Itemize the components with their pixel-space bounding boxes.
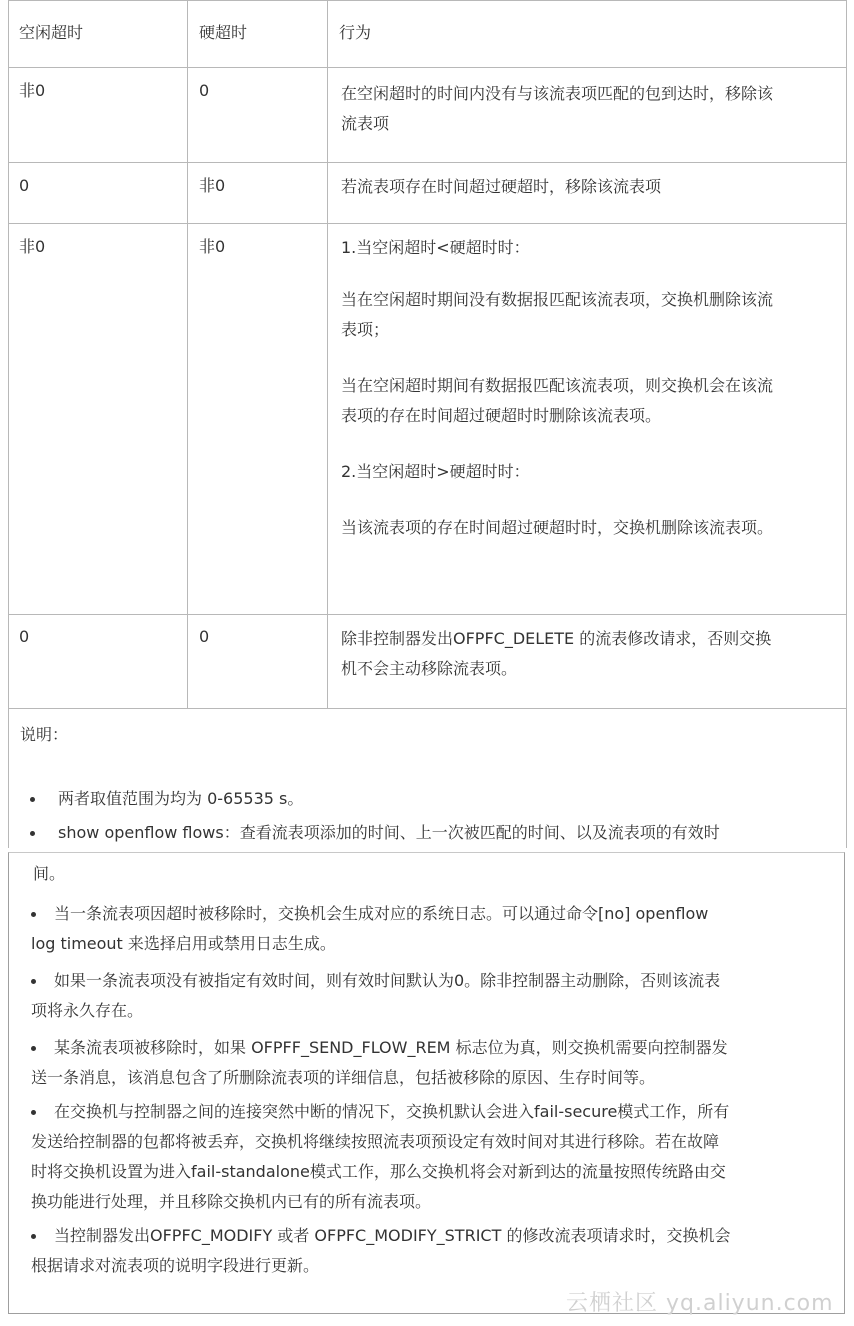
list-item: [31, 1097, 831, 1217]
behavior-line: 表项的存在时间超过硬超时时删除该流表项。: [341, 406, 662, 425]
header-hard-timeout: 硬超时: [199, 23, 248, 42]
table-row-3-idle: 非0: [19, 237, 46, 256]
notes-title: 说明：: [20, 725, 69, 744]
bullet-icon: [31, 912, 36, 917]
list-item: [31, 1033, 831, 1093]
behavior-line: 机不会主动移除流表项。: [341, 659, 518, 678]
list-item-text: 时将交换机设置为进入fail-standalone模式工作，那么交换机将会对新到达的流量按照传统路由交: [31, 1162, 726, 1181]
list-item-continuation: [33, 859, 833, 889]
table-row-2-hard: 非0: [199, 176, 226, 195]
list-item-text: 如果一条流表项没有被指定有效时间，则有效时间默认为0。除非控制器主动删除，否则该流表: [54, 971, 721, 990]
list-item-text: 当控制器发出OFPFC_MODIFY 或者 OFPFC_MODIFY_STRICT 的修改流表项请求时，交换机会: [54, 1226, 731, 1245]
bullet-icon: [30, 797, 35, 802]
notes-continued-box: [8, 852, 845, 1314]
behavior-line: 当该流表项的存在时间超过硬超时时，交换机删除该流表项。: [341, 518, 774, 537]
list-item-text: 发送给控制器的包都将被丢弃，交换机将继续按照流表项预设定有效时间对其进行移除。若在故障: [31, 1132, 720, 1151]
list-item: [31, 899, 831, 959]
behavior-line: 在空闲超时的时间内没有与该流表项匹配的包到达时，移除该: [341, 84, 774, 103]
bullet-icon: [31, 1110, 36, 1115]
behavior-line: 除非控制器发出OFPFC_DELETE 的流表修改请求，否则交换: [341, 629, 772, 648]
list-item-text: show openflow flows：查看流表项添加的时间、上一次被匹配的时间、以及流表项的有效时: [58, 823, 720, 842]
behavior-line: 表项；: [341, 320, 390, 339]
list-item: [31, 1221, 831, 1281]
behavior-line: 2.当空闲超时>硬超时时：: [341, 462, 530, 481]
table-row-3-hard: 非0: [199, 237, 226, 256]
behavior-line: 1.当空闲超时<硬超时时：: [341, 238, 530, 257]
list-item-text: 某条流表项被移除时，如果 OFPFF_SEND_FLOW_REM 标志位为真，则交换机需要向控制器发: [54, 1038, 728, 1057]
bullet-icon: [31, 1046, 36, 1051]
list-item-text: 根据请求对流表项的说明字段进行更新。: [31, 1256, 320, 1275]
behavior-line: 流表项: [341, 114, 390, 133]
table-row-4-behavior: [341, 624, 771, 684]
bullet-icon: [30, 831, 35, 836]
bullet-icon: [31, 979, 36, 984]
behavior-line: 若流表项存在时间超过硬超时，移除该流表项: [341, 177, 662, 196]
table-row-1-behavior: [341, 79, 773, 139]
watermark-text: 云栖社区 yq.aliyun.com: [566, 1291, 834, 1316]
table-row-4-idle: 0: [19, 627, 30, 646]
list-item-text: 两者取值范围为均为 0-65535 s。: [58, 789, 304, 808]
list-item-text: 项将永久存在。: [31, 1001, 144, 1020]
bullet-icon: [31, 1234, 36, 1239]
behavior-line: 当在空闲超时期间有数据报匹配该流表项，则交换机会在该流: [341, 376, 774, 395]
table-row-4-hard: 0: [199, 627, 210, 646]
list-item: [31, 966, 831, 1026]
table-row-3-behavior: [341, 233, 773, 543]
table-row-2-behavior: [341, 172, 661, 202]
table-row-1-idle: 非0: [19, 81, 46, 100]
timeout-table: [8, 0, 847, 848]
list-item-text: 送一条消息，该消息包含了所删除流表项的详细信息，包括被移除的原因、生存时间等。: [31, 1068, 656, 1087]
behavior-line: 当在空闲超时期间没有数据报匹配该流表项，交换机删除该流: [341, 290, 774, 309]
header-behavior: 行为: [339, 23, 372, 42]
list-item-text: 换功能进行处理，并且移除交换机内已有的所有流表项。: [31, 1192, 432, 1211]
table-row-1-hard: 0: [199, 81, 210, 100]
header-idle-timeout: 空闲超时: [19, 23, 84, 42]
list-item-text: log timeout 来选择启用或禁用日志生成。: [31, 934, 336, 953]
table-row-2-idle: 0: [19, 176, 30, 195]
list-item-text: 间。: [33, 864, 66, 883]
list-item-text: 在交换机与控制器之间的连接突然中断的情况下，交换机默认会进入fail-secure模式工作，所有: [54, 1102, 730, 1121]
list-item-text: 当一条流表项因超时被移除时，交换机会生成对应的系统日志。可以通过命令[no] openflow: [54, 904, 709, 923]
